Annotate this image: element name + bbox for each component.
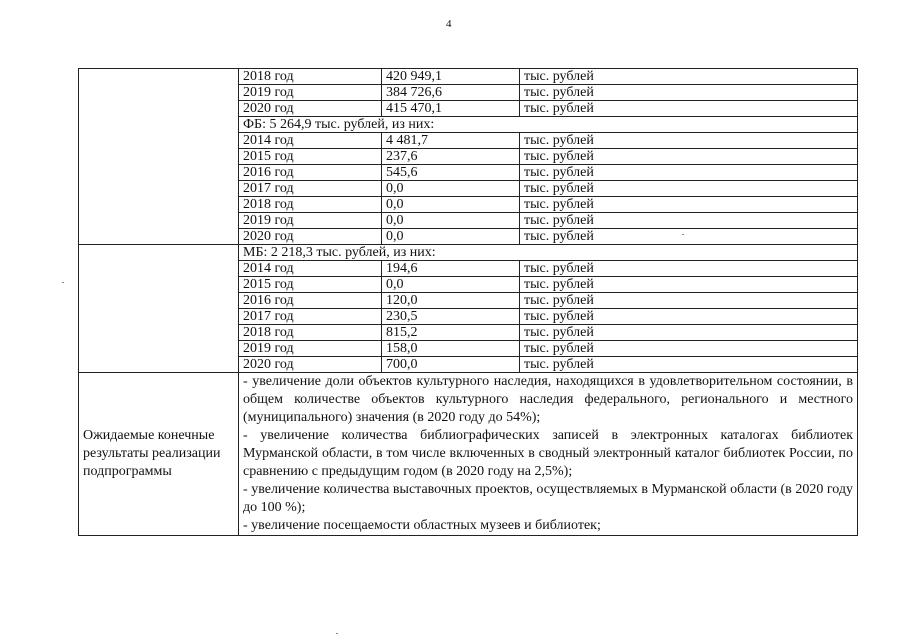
amount-cell: 0,0 [382,197,520,213]
amount-cell: 158,0 [382,341,520,357]
unit-cell: тыс. рублей [520,149,858,165]
unit-cell: тыс. рублей [520,309,858,325]
year-cell: 2019 год [239,85,382,101]
table-row [79,69,858,85]
unit-cell: тыс. рублей [520,85,858,101]
unit-cell: тыс. рублей [520,213,858,229]
amount-cell: 120,0 [382,293,520,309]
unit-cell: тыс. рублей [520,357,858,373]
result-item: - увеличение доли объектов культурного наследия, находящихся в удовлетворительном состоянии, в общем количестве объектов культурного наследия федерального, регионального и местного (муниципального) значения (в 2020 году до 54%); [243,374,853,425]
year-cell: 2019 год [239,213,382,229]
amount-cell: 0,0 [382,277,520,293]
year-cell: 2018 год [239,197,382,213]
amount-cell: 0,0 [382,229,520,245]
amount-cell: 230,5 [382,309,520,325]
unit-cell: тыс. рублей [520,69,858,85]
amount-cell: 0,0 [382,181,520,197]
empty-left-cell [79,245,239,373]
year-cell: 2015 год [239,277,382,293]
unit-cell: тыс. рублей [520,133,858,149]
year-cell: 2015 год [239,149,382,165]
amount-cell: 700,0 [382,357,520,373]
year-cell: 2020 год [239,101,382,117]
results-row [79,373,858,536]
year-cell: 2019 год [239,341,382,357]
year-cell: 2017 год [239,181,382,197]
scan-speck [62,282,64,283]
amount-cell: 384 726,6 [382,85,520,101]
year-cell: 2020 год [239,229,382,245]
amount-cell: 0,0 [382,213,520,229]
year-cell: 2020 год [239,357,382,373]
scan-speck [336,633,338,634]
table-row [79,245,858,261]
unit-cell: тыс. рублей [520,181,858,197]
empty-left-cell [79,69,239,245]
mb-header: МБ: 2 218,3 тыс. рублей, из них: [239,245,858,261]
unit-cell: тыс. рублей [520,341,858,357]
year-cell: 2017 год [239,309,382,325]
page-number: 4 [446,18,452,30]
year-cell: 2016 год [239,165,382,181]
scan-speck [682,234,684,235]
amount-cell: 237,6 [382,149,520,165]
funding-table [78,68,858,536]
fb-header: ФБ: 5 264,9 тыс. рублей, из них: [239,117,858,133]
unit-cell: тыс. рублей [520,197,858,213]
year-cell: 2014 год [239,261,382,277]
year-cell: 2014 год [239,133,382,149]
amount-cell: 194,6 [382,261,520,277]
year-cell: 2018 год [239,69,382,85]
unit-cell: тыс. рублей [520,165,858,181]
result-item: - увеличение количества выставочных проектов, осуществляемых в Мурманской области (в 2020 году до 100 %); [243,482,853,515]
amount-cell: 545,6 [382,165,520,181]
unit-cell: тыс. рублей [520,229,858,245]
amount-cell: 815,2 [382,325,520,341]
unit-cell: тыс. рублей [520,261,858,277]
unit-cell: тыс. рублей [520,101,858,117]
year-cell: 2018 год [239,325,382,341]
unit-cell: тыс. рублей [520,325,858,341]
results-list [239,373,858,536]
result-item: - увеличение количества библиографических записей в электронных каталогах библиотек Мурманской области, в том числе включенных в сводный электронный каталог библиотек России, по сравнению с предыдущим годом (в 2020 году на 2,5%); [243,428,853,479]
results-label: Ожидаемые конечные результаты реализации подпрограммы [79,373,239,536]
year-cell: 2016 год [239,293,382,309]
result-item: - увеличение посещаемости областных музеев и библиотек; [243,518,601,533]
unit-cell: тыс. рублей [520,277,858,293]
amount-cell: 415 470,1 [382,101,520,117]
unit-cell: тыс. рублей [520,293,858,309]
amount-cell: 4 481,7 [382,133,520,149]
amount-cell: 420 949,1 [382,69,520,85]
